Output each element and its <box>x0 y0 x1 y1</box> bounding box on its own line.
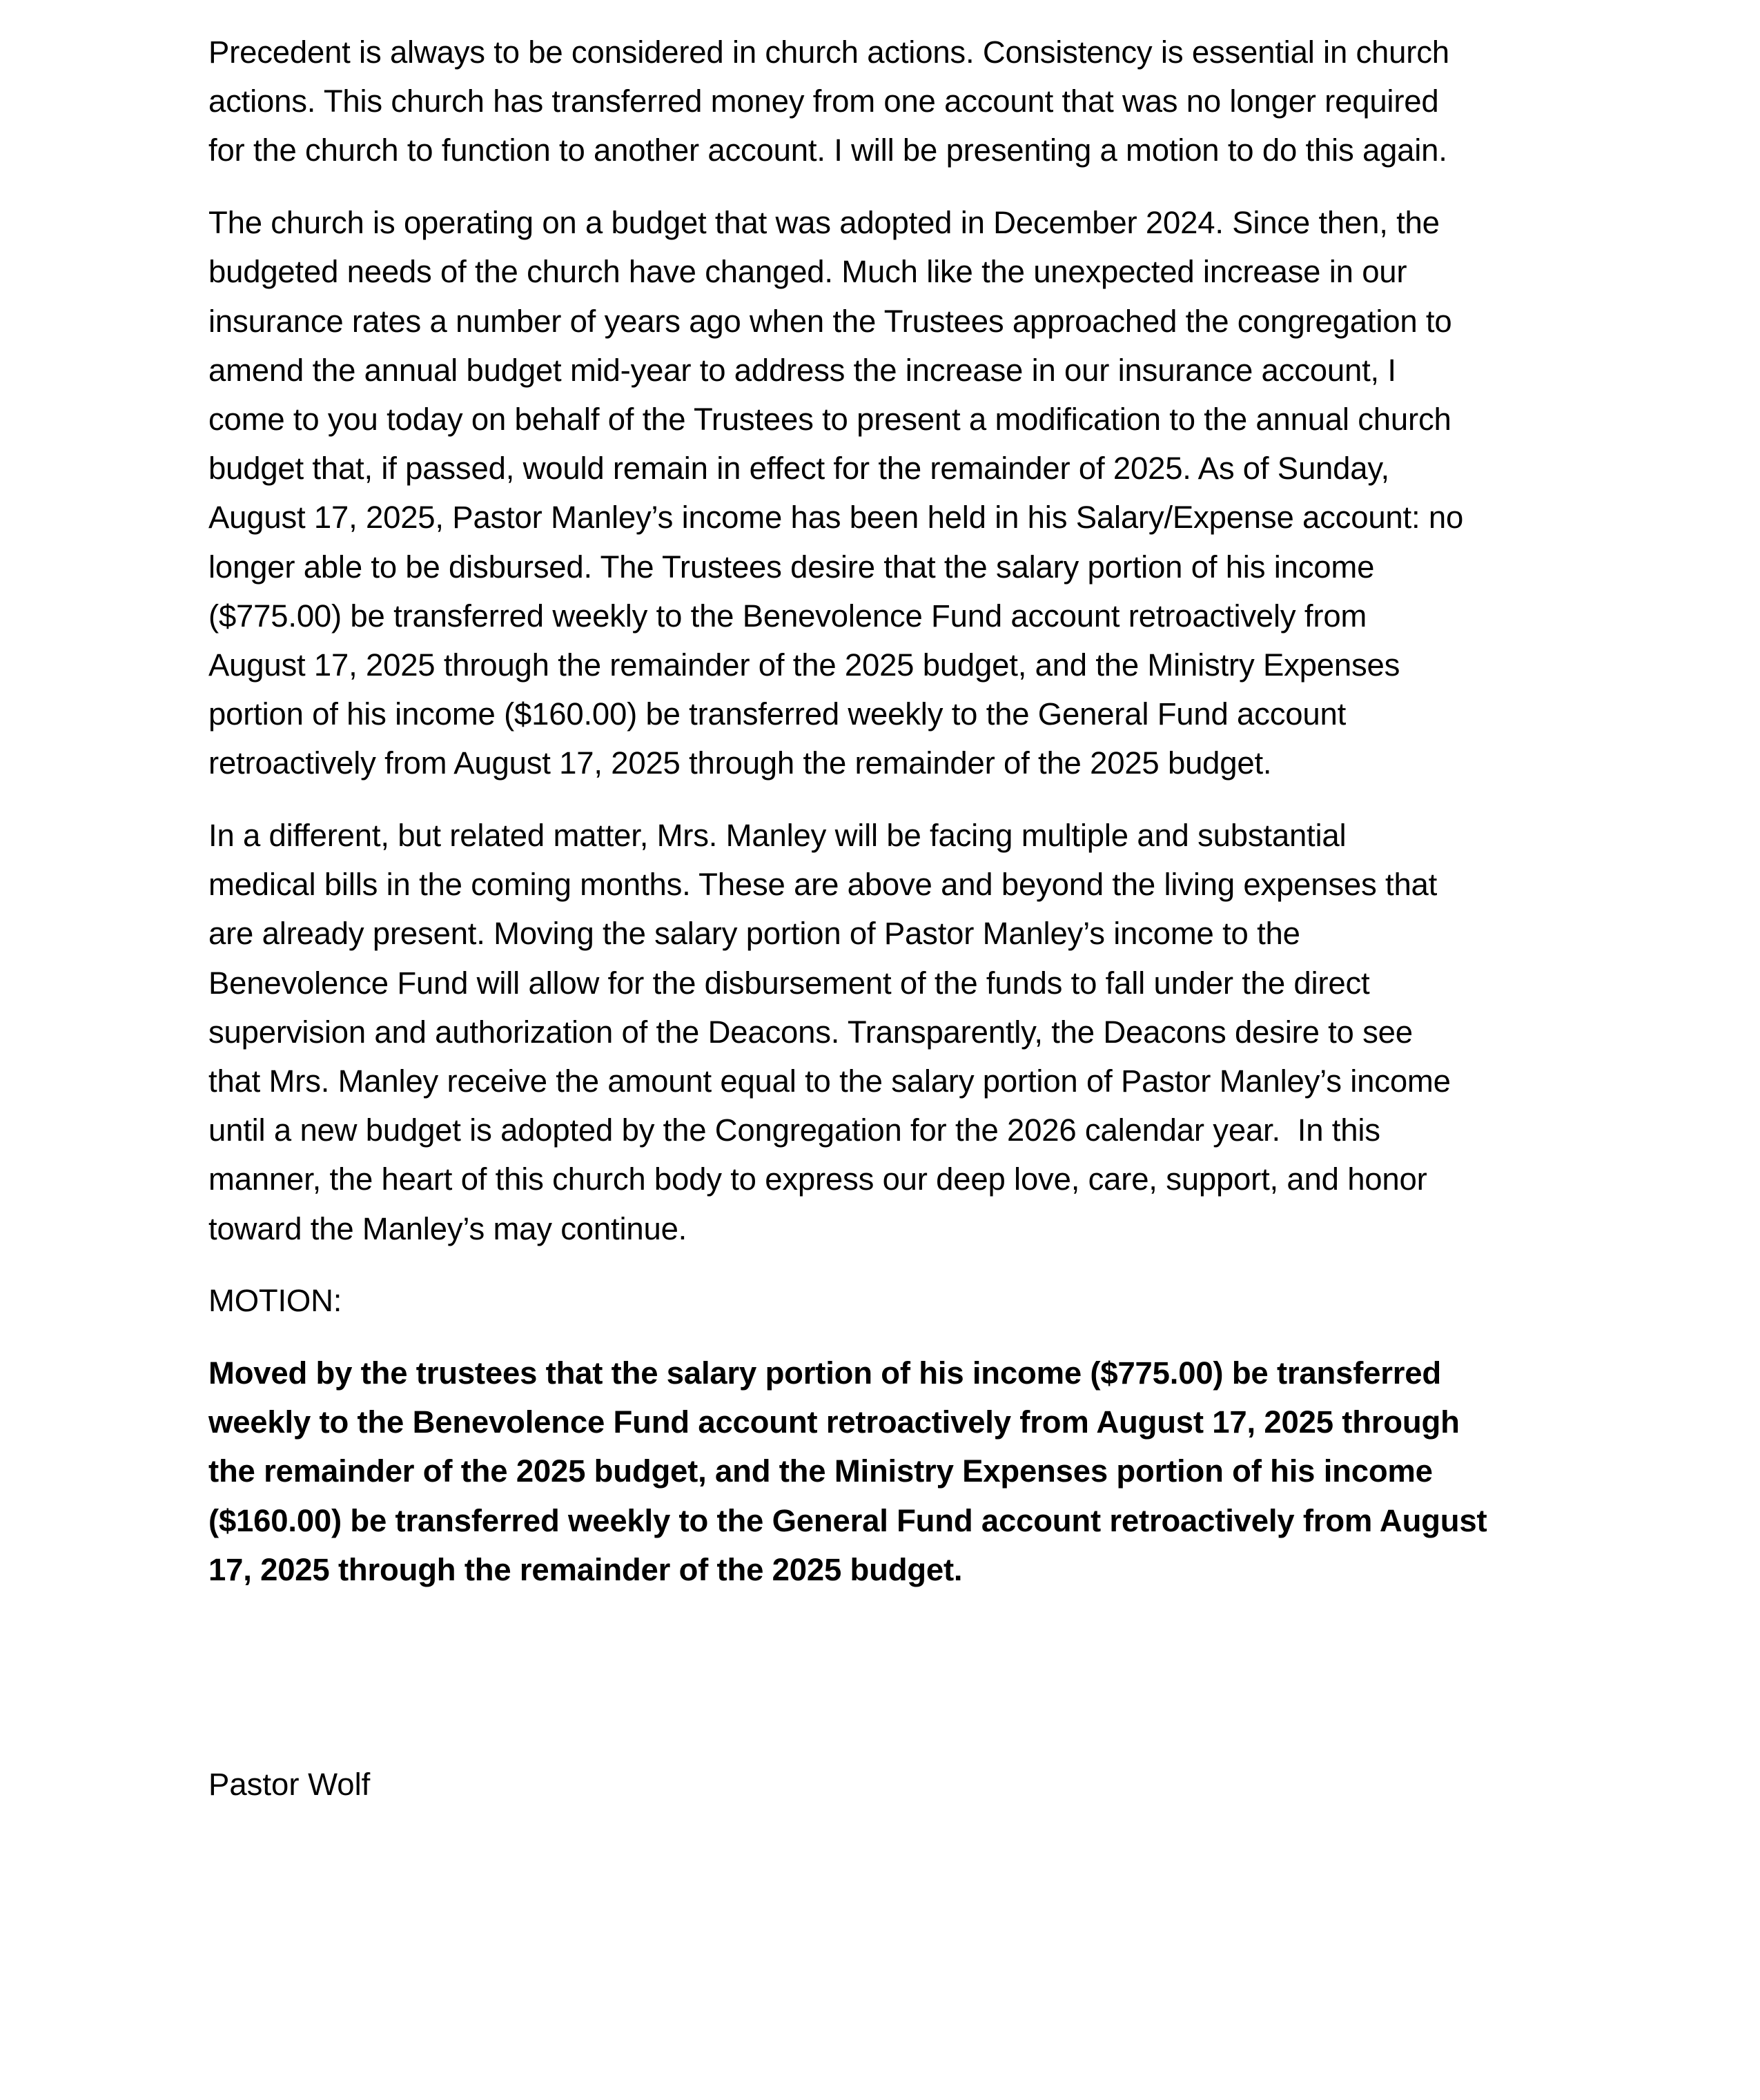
text-line: August 17, 2025 through the remainder of the 2025 budget, and the Ministry Expenses <box>208 647 1400 683</box>
text-line: insurance rates a number of years ago when the Trustees approached the congregation to <box>208 303 1452 339</box>
motion-line: the remainder of the 2025 budget, and the Ministry Expenses portion of his income <box>208 1453 1433 1489</box>
text-line: longer able to be disbursed. The Trustees desire that the salary portion of his income <box>208 549 1375 585</box>
text-line: for the church to function to another account. I will be presenting a motion to do this again. <box>208 133 1447 168</box>
text-line: portion of his income ($160.00) be transferred weekly to the General Fund account <box>208 696 1347 732</box>
text-line: that Mrs. Manley receive the amount equal to the salary portion of Pastor Manley’s income <box>208 1063 1451 1099</box>
text-line: medical bills in the coming months. These are above and beyond the living expenses that <box>208 867 1438 903</box>
text-line: ($775.00) be transferred weekly to the Benevolence Fund account retroactively from <box>208 598 1367 634</box>
text-line: Precedent is always to be considered in church actions. Consistency is essential in church <box>208 35 1449 70</box>
paragraph-precedent <box>208 28 1574 175</box>
motion-line: ($160.00) be transferred weekly to the General Fund account retroactively from August <box>208 1502 1487 1538</box>
text-line: supervision and authorization of the Deacons. Transparently, the Deacons desire to see <box>208 1014 1413 1050</box>
document-body <box>208 28 1574 1594</box>
text-line: retroactively from August 17, 2025 through the remainder of the 2025 budget. <box>208 745 1272 781</box>
motion-text <box>208 1348 1574 1594</box>
text-line: come to you today on behalf of the Trustees to present a modification to the annual church <box>208 401 1451 437</box>
text-line: actions. This church has transferred money from one account that was no longer required <box>208 84 1439 119</box>
motion-label: MOTION: <box>208 1283 342 1319</box>
paragraph-budget <box>208 198 1574 787</box>
text-line: budget that, if passed, would remain in effect for the remainder of 2025. As of Sunday, <box>208 451 1389 487</box>
text-line: are already present. Moving the salary portion of Pastor Manley’s income to the <box>208 916 1300 952</box>
motion-line: weekly to the Benevolence Fund account retroactively from August 17, 2025 through <box>208 1404 1460 1440</box>
signature: Pastor Wolf <box>208 1767 371 1802</box>
text-line: August 17, 2025, Pastor Manley’s income has been held in his Salary/Expense account: no <box>208 500 1464 536</box>
text-line: In a different, but related matter, Mrs. Manley will be facing multiple and substantial <box>208 818 1347 854</box>
text-line: manner, the heart of this church body to express our deep love, care, support, and honor <box>208 1161 1427 1197</box>
text-line: toward the Manley’s may continue. <box>208 1210 687 1246</box>
text-line: Benevolence Fund will allow for the disbursement of the funds to fall under the direct <box>208 965 1370 1001</box>
text-line: The church is operating on a budget that was adopted in December 2024. Since then, the <box>208 205 1440 241</box>
motion-line: Moved by the trustees that the salary portion of his income ($775.00) be transferred <box>208 1355 1441 1391</box>
text-line: budgeted needs of the church have changed. Much like the unexpected increase in our <box>208 254 1407 290</box>
text-line: until a new budget is adopted by the Congregation for the 2026 calendar year. In this <box>208 1112 1380 1148</box>
paragraph-related-matter <box>208 811 1574 1253</box>
motion-line: 17, 2025 through the remainder of the 2025 budget. <box>208 1551 963 1587</box>
text-line: amend the annual budget mid-year to address the increase in our insurance account, I <box>208 352 1396 388</box>
